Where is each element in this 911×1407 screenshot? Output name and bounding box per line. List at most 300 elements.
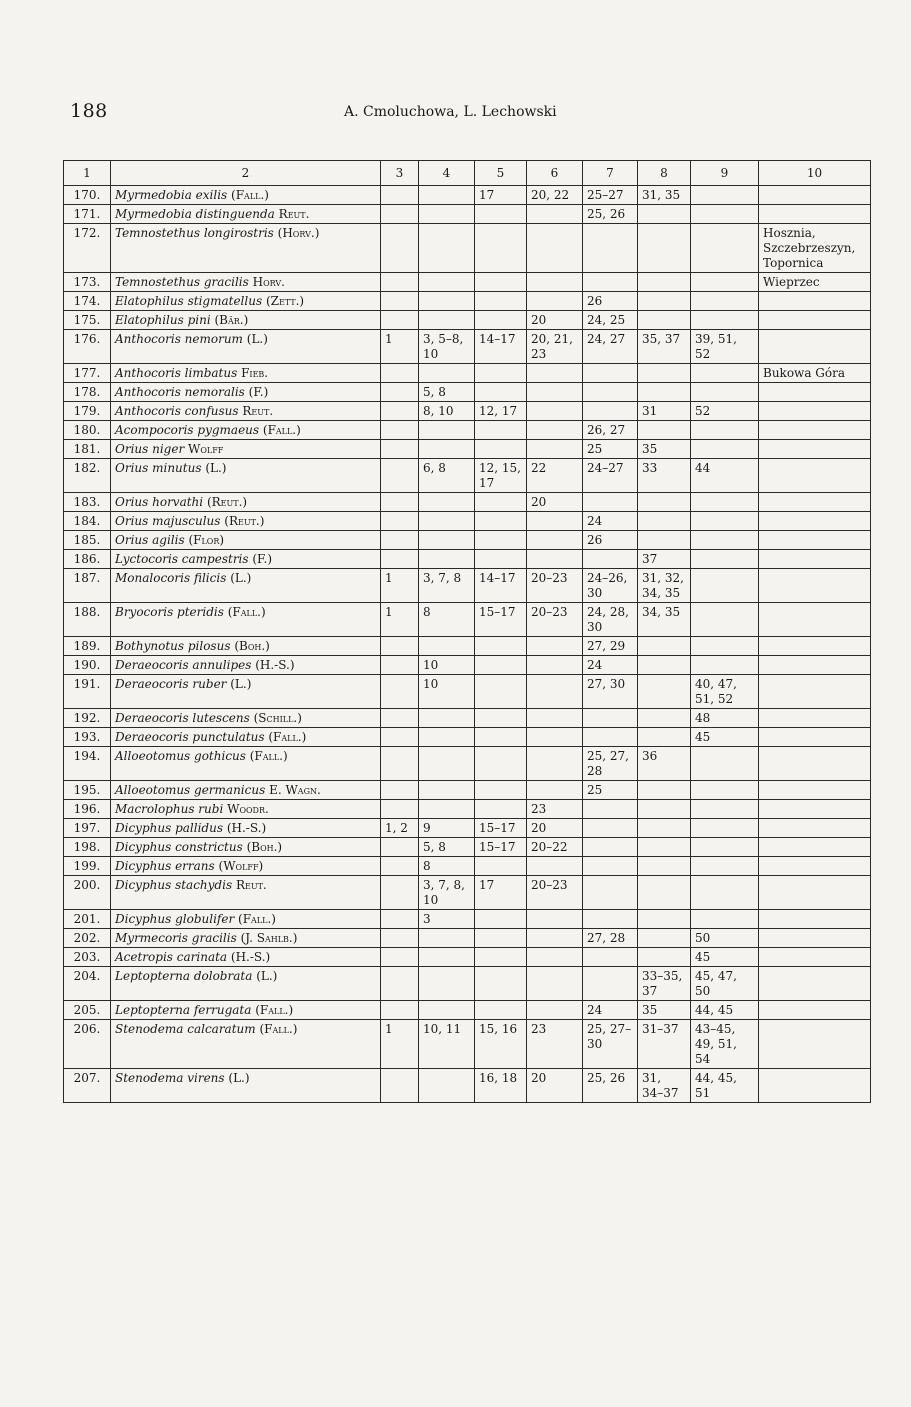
locality-cell-c8: [638, 876, 691, 910]
locality-cell-c4: [419, 421, 475, 440]
locality-cell-c3: [381, 459, 419, 493]
locality-cell-c9: [691, 656, 759, 675]
species-author: (Fall.): [227, 605, 266, 619]
table-row: [64, 709, 871, 728]
locality-cell-c3: [381, 857, 419, 876]
locality-cell-c8: [638, 857, 691, 876]
locality-cell-c8: 31, 35: [638, 186, 691, 205]
locality-cell-c5: 17: [475, 186, 527, 205]
species-name: Deraeocoris punctulatus: [115, 730, 265, 744]
table-row: [64, 781, 871, 800]
species-name: Orius majusculus: [115, 514, 221, 528]
locality-cell-c8: [638, 819, 691, 838]
locality-cell-c3: [381, 967, 419, 1001]
locality-cell-c3: [381, 1069, 419, 1103]
species-cell: [111, 656, 381, 675]
locality-cell-c8: 36: [638, 747, 691, 781]
locality-cell-c10: [759, 292, 871, 311]
locality-cell-c9: 40, 47, 51, 52: [691, 675, 759, 709]
locality-cell-c5: [475, 224, 527, 273]
species-author: Reut.: [235, 878, 267, 892]
species-cell: [111, 675, 381, 709]
locality-cell-c7: 25, 26: [583, 1069, 638, 1103]
locality-cell-c6: [527, 364, 583, 383]
locality-cell-c9: [691, 421, 759, 440]
locality-cell-c5: [475, 1001, 527, 1020]
locality-cell-c5: [475, 273, 527, 292]
locality-cell-c4: [419, 781, 475, 800]
locality-cell-c8: [638, 364, 691, 383]
locality-cell-c6: [527, 910, 583, 929]
locality-cell-c7: [583, 364, 638, 383]
species-author: (Fall.): [238, 912, 276, 926]
row-number: 207.: [64, 1069, 111, 1103]
table-row: [64, 459, 871, 493]
locality-cell-c7: 25: [583, 781, 638, 800]
row-number: 174.: [64, 292, 111, 311]
locality-cell-c8: 31, 32, 34, 35: [638, 569, 691, 603]
locality-cell-c9: 45: [691, 728, 759, 747]
locality-cell-c8: 31: [638, 402, 691, 421]
locality-cell-c4: [419, 550, 475, 569]
species-name: Orius horvathi: [115, 495, 204, 509]
table-row: [64, 800, 871, 819]
locality-cell-c4: 10: [419, 656, 475, 675]
table-row: [64, 838, 871, 857]
locality-cell-c3: [381, 311, 419, 330]
species-author: (Fall.): [262, 423, 301, 437]
species-cell: [111, 512, 381, 531]
species-author: (L.): [230, 571, 252, 585]
locality-cell-c9: 45: [691, 948, 759, 967]
locality-cell-c7: 26: [583, 531, 638, 550]
species-author: (Wolff): [218, 859, 264, 873]
locality-cell-c9: [691, 800, 759, 819]
locality-cell-c7: [583, 402, 638, 421]
locality-cell-c7: 27, 30: [583, 675, 638, 709]
locality-cell-c8: 33: [638, 459, 691, 493]
species-cell: [111, 273, 381, 292]
locality-cell-c10: [759, 857, 871, 876]
species-cell: [111, 876, 381, 910]
locality-cell-c3: [381, 1001, 419, 1020]
locality-cell-c3: [381, 910, 419, 929]
locality-cell-c5: [475, 656, 527, 675]
locality-cell-c5: 12, 15, 17: [475, 459, 527, 493]
row-number: 185.: [64, 531, 111, 550]
locality-cell-c4: [419, 205, 475, 224]
locality-cell-c4: [419, 967, 475, 1001]
locality-cell-c10: [759, 569, 871, 603]
locality-cell-c9: [691, 747, 759, 781]
locality-cell-c4: [419, 311, 475, 330]
species-cell: [111, 383, 381, 402]
locality-cell-c4: 8: [419, 603, 475, 637]
locality-cell-c5: 16, 18: [475, 1069, 527, 1103]
header-row: [64, 161, 871, 186]
locality-cell-c10: [759, 709, 871, 728]
species-name: Deraeocoris ruber: [115, 677, 227, 691]
locality-cell-c9: [691, 819, 759, 838]
table-row: [64, 819, 871, 838]
species-cell: [111, 531, 381, 550]
locality-cell-c9: [691, 273, 759, 292]
locality-cell-c6: 20: [527, 1069, 583, 1103]
locality-cell-c3: [381, 186, 419, 205]
locality-cell-c4: 5, 8: [419, 383, 475, 402]
locality-cell-c10: [759, 675, 871, 709]
locality-cell-c3: 1: [381, 603, 419, 637]
locality-cell-c6: [527, 292, 583, 311]
locality-cell-c6: 22: [527, 459, 583, 493]
table-row: [64, 569, 871, 603]
locality-cell-c8: 35, 37: [638, 330, 691, 364]
locality-cell-c5: [475, 910, 527, 929]
locality-cell-c10: [759, 910, 871, 929]
locality-cell-c8: [638, 224, 691, 273]
row-number: 173.: [64, 273, 111, 292]
locality-cell-c4: 10: [419, 675, 475, 709]
locality-cell-c9: [691, 857, 759, 876]
locality-cell-c5: 14–17: [475, 569, 527, 603]
species-author: (Schill.): [253, 711, 302, 725]
table-row: [64, 531, 871, 550]
species-cell: [111, 205, 381, 224]
locality-cell-c10: [759, 459, 871, 493]
locality-cell-c3: [381, 224, 419, 273]
locality-cell-c3: [381, 800, 419, 819]
locality-cell-c5: [475, 205, 527, 224]
locality-cell-c3: [381, 421, 419, 440]
locality-cell-c10: [759, 311, 871, 330]
species-cell: [111, 781, 381, 800]
locality-cell-c7: [583, 224, 638, 273]
locality-cell-c10: [759, 421, 871, 440]
locality-cell-c4: [419, 273, 475, 292]
locality-cell-c5: [475, 929, 527, 948]
species-cell: [111, 709, 381, 728]
locality-cell-c9: [691, 910, 759, 929]
locality-cell-c9: [691, 493, 759, 512]
locality-cell-c10: Wieprzec: [759, 273, 871, 292]
table-row: [64, 967, 871, 1001]
locality-cell-c5: [475, 781, 527, 800]
row-number: 198.: [64, 838, 111, 857]
locality-cell-c4: [419, 1069, 475, 1103]
locality-cell-c8: [638, 292, 691, 311]
locality-cell-c5: 12, 17: [475, 402, 527, 421]
locality-cell-c3: [381, 273, 419, 292]
locality-cell-c4: [419, 186, 475, 205]
locality-cell-c6: [527, 205, 583, 224]
locality-cell-c8: [638, 929, 691, 948]
locality-cell-c8: [638, 531, 691, 550]
locality-cell-c8: [638, 675, 691, 709]
locality-cell-c7: 24, 28, 30: [583, 603, 638, 637]
species-cell: [111, 459, 381, 493]
locality-cell-c7: [583, 709, 638, 728]
locality-cell-c3: [381, 675, 419, 709]
locality-cell-c9: [691, 512, 759, 531]
locality-cell-c7: 27, 28: [583, 929, 638, 948]
locality-cell-c10: Hosznia, Szczebrzeszyn, Topornica: [759, 224, 871, 273]
locality-cell-c4: [419, 493, 475, 512]
species-name: Myrmedobia distinguenda: [115, 207, 275, 221]
locality-cell-c9: 50: [691, 929, 759, 948]
row-number: 194.: [64, 747, 111, 781]
locality-cell-c6: [527, 440, 583, 459]
locality-cell-c3: [381, 550, 419, 569]
locality-cell-c7: 24: [583, 1001, 638, 1020]
species-author: E. Wagn.: [269, 783, 321, 797]
species-author: Horv.: [252, 275, 285, 289]
table-row: [64, 364, 871, 383]
locality-cell-c3: [381, 383, 419, 402]
locality-cell-c5: [475, 800, 527, 819]
locality-cell-c7: 26: [583, 292, 638, 311]
locality-cell-c9: 44: [691, 459, 759, 493]
locality-cell-c10: [759, 330, 871, 364]
locality-cell-c9: [691, 838, 759, 857]
locality-cell-c7: [583, 800, 638, 819]
table-row: [64, 603, 871, 637]
species-author: (Reut.): [206, 495, 248, 509]
row-number: 191.: [64, 675, 111, 709]
species-author: (H.-S.): [226, 821, 267, 835]
species-author: (Reut.): [224, 514, 265, 528]
locality-cell-c5: 14–17: [475, 330, 527, 364]
species-name: Anthocoris limbatus: [115, 366, 238, 380]
locality-cell-c7: 24, 25: [583, 311, 638, 330]
table-row: [64, 205, 871, 224]
locality-cell-c4: [419, 364, 475, 383]
locality-cell-c3: [381, 292, 419, 311]
locality-cell-c10: [759, 747, 871, 781]
locality-cell-c9: [691, 637, 759, 656]
species-author: Reut.: [242, 404, 274, 418]
locality-cell-c4: [419, 512, 475, 531]
locality-cell-c9: 45, 47, 50: [691, 967, 759, 1001]
column-header: 7: [583, 161, 638, 186]
locality-cell-c4: 3, 7, 8, 10: [419, 876, 475, 910]
locality-cell-c5: [475, 292, 527, 311]
locality-cell-c7: 25, 27–30: [583, 1020, 638, 1069]
locality-cell-c7: 24–27: [583, 459, 638, 493]
species-author: (Fall.): [268, 730, 307, 744]
row-number: 175.: [64, 311, 111, 330]
species-cell: [111, 967, 381, 1001]
page-number: 188: [70, 100, 108, 122]
species-name: Dicyphus pallidus: [115, 821, 223, 835]
locality-cell-c10: [759, 603, 871, 637]
locality-cell-c9: [691, 440, 759, 459]
locality-cell-c6: [527, 967, 583, 1001]
locality-cell-c4: [419, 637, 475, 656]
species-name: Myrmedobia exilis: [115, 188, 228, 202]
locality-cell-c10: [759, 1001, 871, 1020]
row-number: 176.: [64, 330, 111, 364]
species-name: Monalocoris filicis: [115, 571, 227, 585]
species-cell: [111, 364, 381, 383]
locality-cell-c5: [475, 637, 527, 656]
row-number: 192.: [64, 709, 111, 728]
locality-cell-c6: 20–23: [527, 876, 583, 910]
locality-cell-c5: [475, 709, 527, 728]
table-row: [64, 311, 871, 330]
species-name: Anthocoris nemoralis: [115, 385, 245, 399]
locality-cell-c4: [419, 747, 475, 781]
locality-cell-c6: [527, 728, 583, 747]
locality-cell-c10: [759, 948, 871, 967]
locality-cell-c6: [527, 857, 583, 876]
locality-cell-c6: 23: [527, 1020, 583, 1069]
species-name: Temnostethus longirostris: [115, 226, 274, 240]
locality-cell-c6: 20, 22: [527, 186, 583, 205]
locality-cell-c7: 24–26, 30: [583, 569, 638, 603]
locality-cell-c6: [527, 273, 583, 292]
table-row: [64, 637, 871, 656]
table-row: [64, 292, 871, 311]
locality-cell-c3: [381, 656, 419, 675]
locality-cell-c3: [381, 929, 419, 948]
locality-cell-c5: [475, 440, 527, 459]
locality-cell-c4: [419, 440, 475, 459]
locality-cell-c9: [691, 550, 759, 569]
locality-cell-c6: [527, 656, 583, 675]
table-row: [64, 186, 871, 205]
species-author: (H.-S.): [230, 950, 271, 964]
species-cell: [111, 838, 381, 857]
locality-cell-c5: 15, 16: [475, 1020, 527, 1069]
locality-cell-c5: [475, 550, 527, 569]
species-cell: [111, 550, 381, 569]
locality-cell-c4: 3, 5–8, 10: [419, 330, 475, 364]
locality-cell-c6: 20–23: [527, 603, 583, 637]
locality-cell-c8: [638, 383, 691, 402]
species-name: Bryocoris pteridis: [115, 605, 224, 619]
table-row: [64, 857, 871, 876]
species-author: (Boh.): [246, 840, 283, 854]
locality-cell-c4: 6, 8: [419, 459, 475, 493]
column-header: 2: [111, 161, 381, 186]
species-name: Leptopterna ferrugata: [115, 1003, 252, 1017]
species-author: (Fall.): [255, 1003, 294, 1017]
species-author: (L.): [246, 332, 268, 346]
locality-cell-c5: 17: [475, 876, 527, 910]
species-name: Alloeotomus germanicus: [115, 783, 266, 797]
locality-cell-c5: [475, 421, 527, 440]
locality-cell-c6: [527, 675, 583, 709]
species-name: Temnostethus gracilis: [115, 275, 249, 289]
locality-cell-c6: [527, 550, 583, 569]
locality-cell-c4: [419, 1001, 475, 1020]
species-cell: [111, 186, 381, 205]
row-number: 186.: [64, 550, 111, 569]
locality-cell-c4: [419, 292, 475, 311]
locality-cell-c8: 31–37: [638, 1020, 691, 1069]
species-name: Dicyphus errans: [115, 859, 215, 873]
species-table: [63, 160, 871, 1103]
locality-cell-c4: 5, 8: [419, 838, 475, 857]
locality-cell-c6: [527, 637, 583, 656]
species-author: Woodr.: [227, 802, 269, 816]
locality-cell-c8: [638, 948, 691, 967]
locality-cell-c5: [475, 364, 527, 383]
locality-cell-c9: [691, 781, 759, 800]
row-number: 178.: [64, 383, 111, 402]
locality-cell-c9: [691, 364, 759, 383]
locality-cell-c7: 26, 27: [583, 421, 638, 440]
species-name: Elatophilus pini: [115, 313, 211, 327]
locality-cell-c10: [759, 800, 871, 819]
species-name: Deraeocoris lutescens: [115, 711, 250, 725]
row-number: 193.: [64, 728, 111, 747]
locality-cell-c8: [638, 273, 691, 292]
locality-cell-c3: [381, 402, 419, 421]
locality-cell-c7: 24: [583, 656, 638, 675]
locality-cell-c7: [583, 948, 638, 967]
locality-cell-c6: [527, 531, 583, 550]
locality-cell-c5: 15–17: [475, 603, 527, 637]
table-row: [64, 512, 871, 531]
species-name: Acompocoris pygmaeus: [115, 423, 260, 437]
species-cell: [111, 569, 381, 603]
locality-cell-c3: [381, 728, 419, 747]
row-number: 184.: [64, 512, 111, 531]
locality-cell-c7: 24, 27: [583, 330, 638, 364]
species-author: (Horv.): [277, 226, 320, 240]
species-name: Bothynotus pilosus: [115, 639, 231, 653]
locality-cell-c7: [583, 910, 638, 929]
locality-cell-c5: [475, 531, 527, 550]
locality-cell-c5: [475, 675, 527, 709]
locality-cell-c9: 52: [691, 402, 759, 421]
row-number: 183.: [64, 493, 111, 512]
locality-cell-c6: [527, 512, 583, 531]
locality-cell-c3: [381, 709, 419, 728]
locality-cell-c6: [527, 421, 583, 440]
table-row: [64, 728, 871, 747]
locality-cell-c4: 8: [419, 857, 475, 876]
locality-cell-c3: [381, 747, 419, 781]
locality-cell-c5: [475, 383, 527, 402]
species-cell: [111, 929, 381, 948]
locality-cell-c6: 20, 21, 23: [527, 330, 583, 364]
table-row: [64, 656, 871, 675]
species-name: Orius agilis: [115, 533, 185, 547]
locality-cell-c6: [527, 929, 583, 948]
table-row: [64, 929, 871, 948]
locality-cell-c8: [638, 781, 691, 800]
locality-cell-c6: 20: [527, 819, 583, 838]
species-cell: [111, 1001, 381, 1020]
locality-cell-c3: [381, 364, 419, 383]
locality-cell-c9: [691, 569, 759, 603]
locality-cell-c10: [759, 402, 871, 421]
locality-cell-c7: 25: [583, 440, 638, 459]
locality-cell-c10: [759, 929, 871, 948]
species-author: (L.): [230, 677, 252, 691]
row-number: 181.: [64, 440, 111, 459]
locality-cell-c8: [638, 493, 691, 512]
locality-cell-c5: 15–17: [475, 838, 527, 857]
row-number: 204.: [64, 967, 111, 1001]
locality-cell-c6: [527, 402, 583, 421]
table-row: [64, 675, 871, 709]
row-number: 187.: [64, 569, 111, 603]
species-name: Lyctocoris campestris: [115, 552, 249, 566]
table-row: [64, 383, 871, 402]
